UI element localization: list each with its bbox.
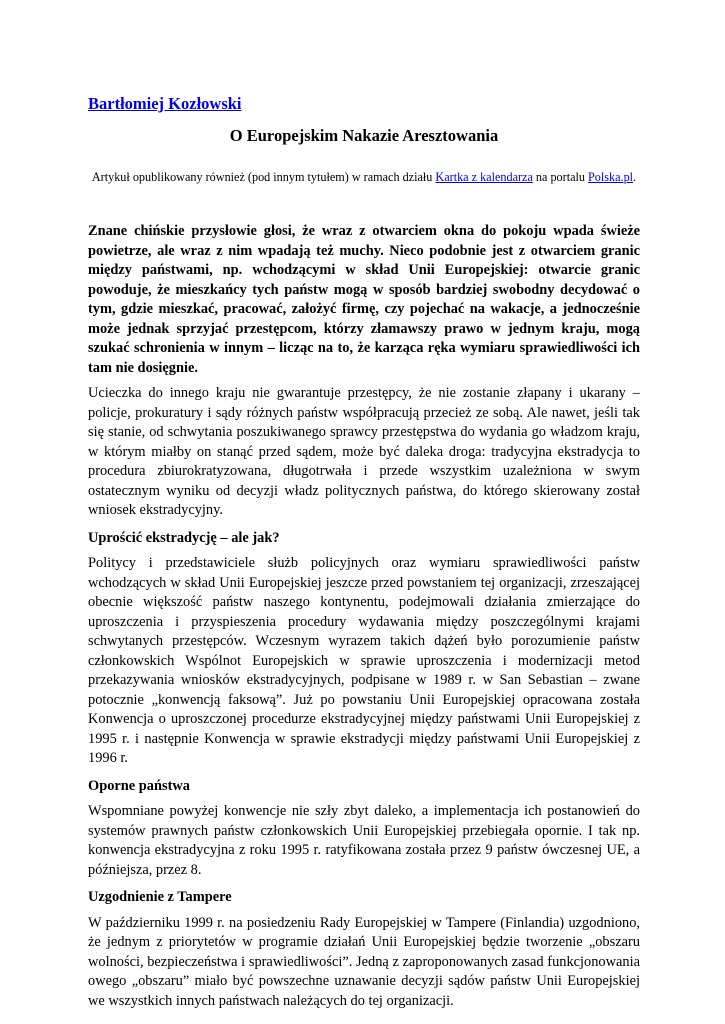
section-heading-uproscic: Uprościć ekstradycję – ale jak? [88, 529, 280, 546]
note-middle: na portalu [532, 170, 589, 184]
body-paragraph-tampere: W październiku 1999 r. na posiedzeniu Rady Europejskiej w Tampere (Finlandia) uzgodniono, że jednym z priorytetów w programie działań Unii Europejskiej będzie tworzenie „obszaru wolności, bezpieczeństwa i sprawiedliwości”. Jedną z zaproponowanych zasad funkcjonowania owego „obszaru” miało być powszechne uznawanie decyzji sądów państw Unii Europejskiej we wszystkich innych państwach należących do tej organizacji. [88, 914, 640, 1009]
body-paragraph-uproscic: Politycy i przedstawiciele służb policyjnych oraz wymiaru sprawiedliwości państw wchodzących w skład Unii Europejskiej jeszcze przed powstaniem tej organizacji, zrzeszającej obecnie większość państw naszego kontynentu, podejmowali działania zmierzające do uproszczenia i przyspieszenia procedury wydawania między poszczególnymi krajami schwytanych przestępców. Wczesnym wyrazem takich dążeń było porozumienie państw członkowskich Wspólnot Europejskich w sprawie uproszczenia i modernizacji metod przekazywania wniosków ekstradycyjnych, podpisane w 1989 r. w San Sebastian – zwane potocznie „konwencją faksową”. Już po powstaniu Unii Europejskiej opracowana została Konwencja o uproszczonej procedurze ekstradycyjnej między państwami Unii Europejskiej z 1995 r. i następnie Konwencja w sprawie ekstradycji między państwami Unii Europejskiej z 1996 r. [88, 555, 640, 766]
lead-paragraph: Znane chińskie przysłowie głosi, że wraz z otwarciem okna do pokoju wpada świeże powietrze, ale wraz z nim wpadają też muchy. Nieco podobnie jest z otwarciem granic między państwami, np. wchodzącymi w skład Unii Europejskiej: otwarcie granic powoduje, że mieszkańcy tych państw mogą w sposób bardziej swobodny decydować o tym, gdzie mieszkać, pracować, założyć firmę, czy pojechać na wakacje, a jednocześnie może jednak sprzyjać przestępcom, którzy złamawszy prawo w jednym kraju, mogą szukać schronienia w innym – licząc na to, że karząca ręka wymiaru sprawiedliwości ich tam nie dosięgnie. [88, 223, 640, 376]
body-paragraph-oporne: Wspomniane powyżej konwencje nie szły zbyt daleko, a implementacja ich postanowień do systemów prawnych państw członkowskich Unii Europejskiej przebiegała opornie. I tak np. konwencja ekstradycyjna z roku 1995 r. ratyfikowana została przez 9 państw ówczesnej UE, a późniejsza, przez 8. [88, 803, 640, 878]
body-paragraph-intro: Ucieczka do innego kraju nie gwarantuje przestępcy, że nie zostanie złapany i ukarany – policje, prokuratury i sądy różnych państw współpracują przecież ze sobą. Ale nawet, jeśli tak się stanie, od schwytania poszukiwanego sprawcy przestępstwa do wydania go władzom kraju, w którym miałby on stanąć przed sądem, może być daleka droga: tradycyjna ekstradycja to procedura zbiurokratyzowana, długotrwała i przede wszystkim uzależniona w swym ostatecznym wyniku od decyzji władz politycznych państwa, do którego skierowany został wniosek ekstradycyjny. [88, 385, 640, 518]
author-link[interactable]: Bartłomiej Kozłowski [88, 94, 242, 113]
section-heading-tampere: Uzgodnienie z Tampere [88, 889, 232, 905]
section-heading-oporne: Oporne państwa [88, 777, 190, 794]
article-title: O Europejskim Nakazie Aresztowania [229, 126, 499, 145]
polska-pl-link[interactable]: Polska.pl [588, 170, 634, 184]
kartka-z-kalendarza-link[interactable]: Kartka z kalendarza [435, 170, 533, 184]
document-page [88, 92, 640, 1011]
note-suffix: . [633, 170, 637, 184]
note-prefix: Artykuł opublikowany również (pod innym tytułem) w ramach działu [91, 170, 436, 184]
publication-note [88, 168, 640, 186]
